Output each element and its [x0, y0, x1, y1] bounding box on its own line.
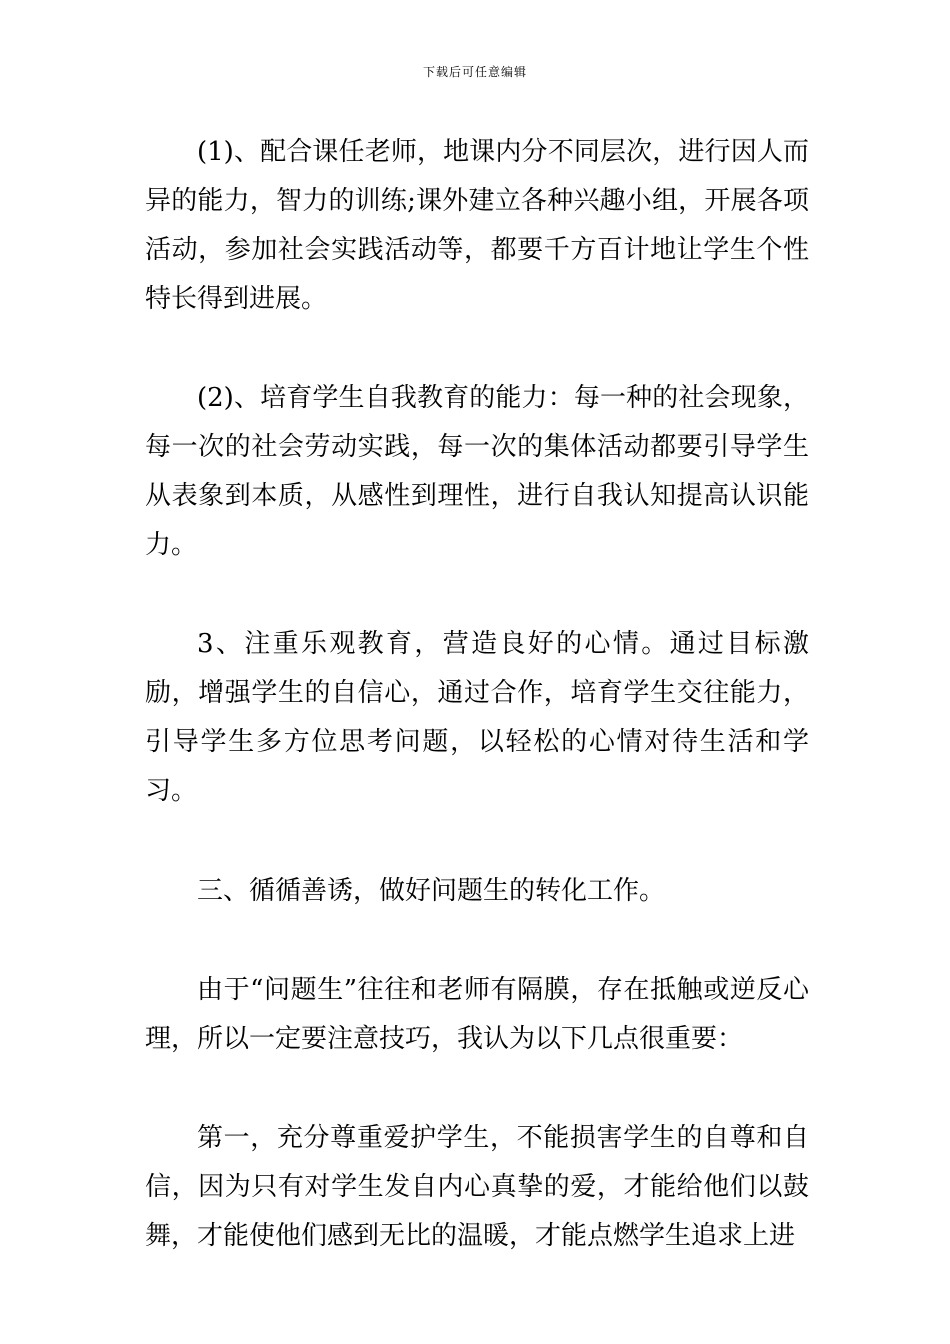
document-body	[145, 128, 809, 1311]
paragraph-1: (1)、配合课任老师，地课内分不同层次，进行因人而异的能力，智力的训练;课外建立各种兴趣小组，开展各项活动，参加社会实践活动等，都要千方百计地让学生个性特长得到进展。	[145, 137, 809, 314]
paragraph-3: 3、注重乐观教育，营造良好的心情。通过目标激励，增强学生的自信心，通过合作，培育学生交往能力，引导学生多方位思考问题，以轻松的心情对待生活和学习。	[145, 629, 809, 806]
page-header-note: 下载后可任意编辑	[422, 65, 527, 79]
paragraph-2: (2)、培育学生自我教育的能力：每一种的社会现象，每一次的社会劳动实践，每一次的集体活动都要引导学生从表象到本质，从感性到理性，进行自我认知提高认识能力。	[145, 383, 809, 560]
paragraph-5: 由于“问题生”往往和老师有隔膜，存在抵触或逆反心理，所以一定要注意技巧，我认为以下几点很重要：	[145, 975, 809, 1054]
paragraph-6: 第一，充分尊重爱护学生，不能损害学生的自尊和自信，因为只有对学生发自内心真挚的爱，才能给他们以鼓舞，才能使他们感到无比的温暖，才能点燃学生追求上进	[145, 1123, 809, 1251]
section-heading: 三、循循善诱，做好问题生的转化工作。	[197, 876, 666, 906]
